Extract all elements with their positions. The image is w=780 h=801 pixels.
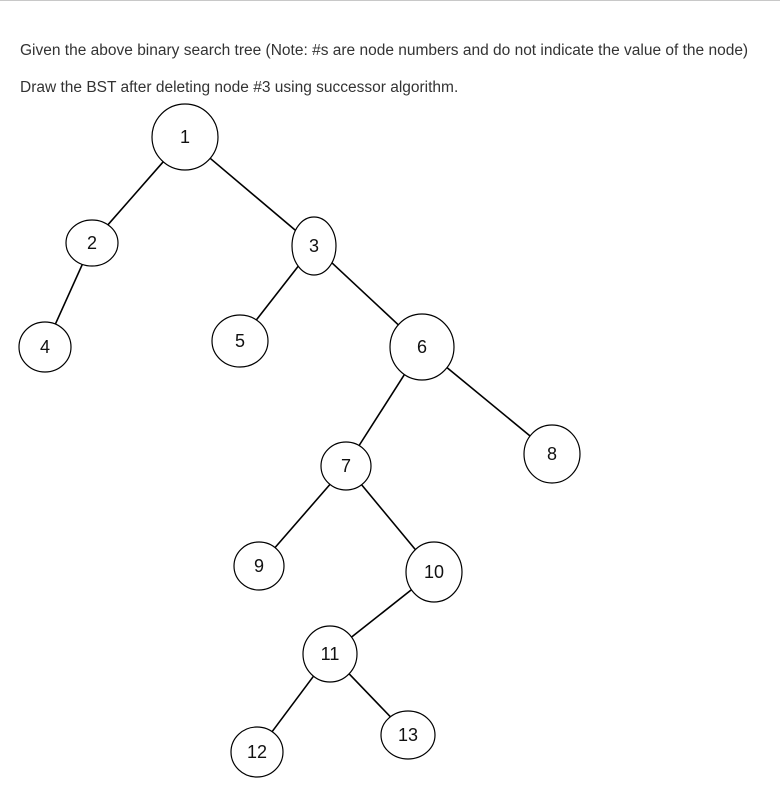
tree-node-2 <box>66 220 118 266</box>
edge-6-8 <box>447 368 530 436</box>
edge-7-9 <box>275 484 330 547</box>
node-label: 4 <box>39 336 51 357</box>
node-label: 13 <box>397 724 419 745</box>
edge-11-12 <box>272 676 313 732</box>
question-line-1: Given the above binary search tree (Note: #s are node numbers and do not indicate the value of the node) <box>20 42 749 59</box>
node-label: 8 <box>546 443 558 464</box>
node-label: 9 <box>253 555 265 576</box>
tree-node-4 <box>19 322 71 372</box>
edge-3-6 <box>332 263 398 325</box>
edge-6-7 <box>359 375 404 446</box>
node-label: 3 <box>308 235 320 256</box>
tree-node-5 <box>212 315 268 367</box>
tree-node-13 <box>381 711 435 759</box>
node-label: 2 <box>86 232 98 253</box>
edge-2-4 <box>55 264 82 324</box>
edge-1-3 <box>210 158 295 230</box>
edge-1-2 <box>108 162 163 225</box>
tree-node-8 <box>524 425 580 483</box>
tree-node-3 <box>292 217 336 275</box>
tree-node-11 <box>303 626 357 682</box>
edge-10-11 <box>352 590 412 637</box>
node-label: 5 <box>234 330 246 351</box>
node-label: 6 <box>416 336 428 357</box>
edge-11-13 <box>349 674 390 717</box>
tree-node-12 <box>231 727 283 777</box>
tree-node-9 <box>234 542 284 590</box>
edge-7-10 <box>362 485 416 550</box>
node-label: 12 <box>246 741 268 762</box>
question-line-2: Draw the BST after deleting node #3 using successor algorithm. <box>20 79 459 96</box>
node-label: 11 <box>320 643 340 664</box>
tree-node-10 <box>406 542 462 602</box>
node-label: 10 <box>423 561 445 582</box>
tree-node-7 <box>321 442 371 490</box>
node-label: 7 <box>340 455 352 476</box>
edge-3-5 <box>256 266 298 320</box>
tree-node-1 <box>152 104 218 170</box>
node-label: 1 <box>179 126 191 147</box>
tree-node-6 <box>390 314 454 380</box>
